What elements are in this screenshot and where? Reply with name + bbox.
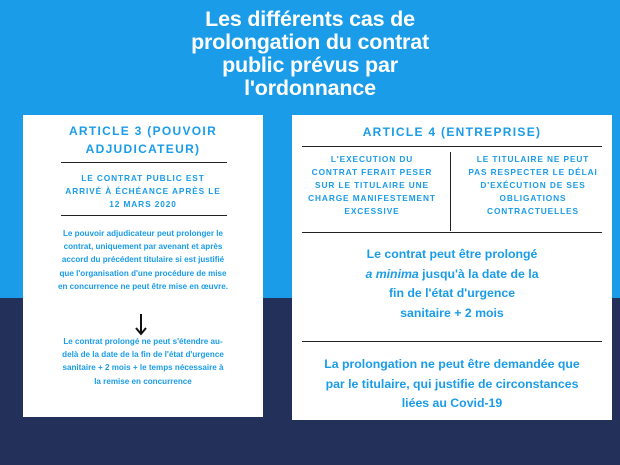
title-line: public prévus par [222, 53, 398, 77]
heading-line: ADJUDICATEUR) [85, 142, 201, 156]
condition-line: 12 MARS 2020 [109, 199, 177, 209]
page-title [0, 8, 620, 100]
case-line: CHARGE MANIFESTEMENT [308, 193, 436, 203]
article-4-case-b [454, 153, 612, 218]
paragraph-line: Le pouvoir adjudicateur peut prolonger le [62, 229, 224, 238]
title-line: Les différents cas de [205, 7, 415, 31]
article-3-paragraph-2 [29, 335, 257, 388]
paragraph-line: liées au Covid-19 [401, 396, 503, 410]
paragraph-line: La prolongation ne peut être demandée que [324, 357, 580, 371]
article-4-case-a [292, 153, 452, 218]
paragraph-line: Le contrat peut être prolongé [366, 247, 538, 261]
paragraph-line [302, 265, 602, 285]
italic-text: a minima [365, 266, 419, 281]
paragraph-text: jusqu'à la date de la [418, 266, 539, 281]
divider [61, 215, 227, 216]
article-4-paragraph-1 [302, 245, 602, 323]
article-4-heading: ARTICLE 4 (ENTREPRISE) [362, 125, 542, 139]
paragraph-line: sanitaire + 2 mois + le temps nécessaire à [62, 363, 224, 373]
title-line: l'ordonnance [244, 76, 376, 100]
article-3-paragraph-1 [29, 227, 257, 293]
condition-line: ARRIVÉ À ÉCHÉANCE APRÈS LE [65, 186, 221, 196]
article-3-condition [23, 172, 263, 211]
case-line: EXCESSIVE [344, 206, 400, 216]
case-line: PAS RESPECTER LE DÉLAI [468, 167, 598, 177]
heading-line: ARTICLE 3 (POUVOIR [68, 124, 218, 138]
case-line: SUR LE TITULAIRE UNE [315, 180, 429, 190]
title-line: prolongation du contrat [191, 30, 429, 54]
divider [61, 162, 227, 163]
paragraph-line: la remise en concurrence [94, 376, 192, 386]
divider [302, 341, 602, 342]
article-3-card [23, 115, 263, 417]
paragraph-line: fin de l'état d'urgence [388, 286, 516, 300]
case-line: LE TITULAIRE NE PEUT [476, 154, 590, 164]
condition-line: LE CONTRAT PUBLIC EST [81, 173, 205, 183]
case-line: OBLIGATIONS [499, 193, 567, 203]
article-4-paragraph-2 [302, 355, 602, 414]
paragraph-line: accord du précédent titulaire si est justifié [61, 255, 225, 265]
paragraph-line: contrat, uniquement par avenant et après [63, 242, 223, 252]
case-line: CONTRACTUELLES [487, 206, 579, 216]
article-3-heading [23, 122, 263, 158]
arrow-down-icon [126, 313, 156, 337]
divider [302, 232, 602, 233]
paragraph-line: delà de la date de la fin de l'état d'urgence [62, 350, 224, 360]
case-line: L'EXECUTION DU [330, 154, 414, 164]
paragraph-line: en concurrence ne peut être mise en œuvre. [57, 281, 229, 291]
paragraph-line: Le contrat prolongé ne peut s'étendre au- [63, 337, 223, 346]
case-line: D'EXÉCUTION DE SES [480, 180, 586, 190]
divider [302, 146, 602, 147]
paragraph-line: que l'organisation d'une procédure de mise [59, 268, 227, 278]
paragraph-line: par le titulaire, qui justifie de circonstances [325, 376, 579, 391]
paragraph-line: sanitaire + 2 mois [400, 305, 504, 320]
column-divider [450, 152, 451, 231]
case-line: CONTRAT FERAIT PESER [311, 167, 433, 177]
article-4-card [292, 115, 612, 420]
